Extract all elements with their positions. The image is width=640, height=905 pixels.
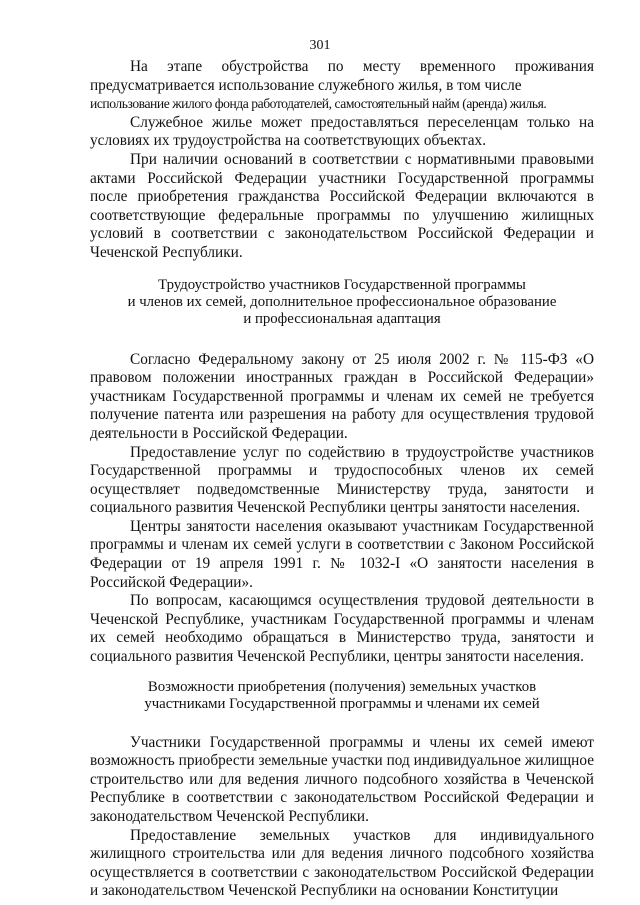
paragraph-land-provision: Предоставление земельных участков для индивидуального жилищного строительства или для ведения личного подсобного хозяйства осуществляется в соответствии с законодательством Российской Федерации и законодательством Чеченской Республики на основании Конституции	[90, 826, 594, 900]
heading-line: Возможности приобретения (получения) земельных участков	[147, 678, 537, 695]
heading-line: Трудоустройство участников Государственной программы	[158, 276, 526, 293]
page-number: 301	[309, 38, 331, 53]
heading-line: и профессиональная адаптация	[243, 310, 441, 327]
heading-line: и членов их семей, дополнительное профессиональное образование	[127, 293, 557, 310]
document-body	[90, 58, 594, 901]
section-heading-employment	[90, 277, 594, 328]
paragraph-housing-stage: На этапе обустройства по месту временного проживания предусматривается использование служебного жилья, в том числе	[90, 58, 594, 94]
section-heading-land-plots	[90, 679, 594, 713]
paragraph-employment-services: Предоставление услуг по содействию в трудоустройстве участников Государственной программы и трудоспособных членов их семей осуществляет подведомственные Министерству труда, занятости и социального развития Чеченской Республики центры занятости населения.	[90, 443, 594, 517]
heading-line: участниками Государственной программы и членами их семей	[144, 695, 540, 712]
paragraph-federal-programs: При наличии оснований в соответствии с нормативными правовыми актами Российской Федерации участники Государственной программы после приобретения гражданства Российской Федерации включаются в соответствующие федеральные программы по улучшению жилищных условий в соответствии с законодательством Российской Федерации и Чеченской Республики.	[90, 150, 594, 261]
paragraph-land-acquisition: Участники Государственной программы и члены их семей имеют возможность приобрести земельные участки под индивидуальное жилищное строительство или для ведения личного подсобного хозяйства в Чеченской Республике в соответствии с законодательством Российской Федерации и законодательством Чеченской Республики.	[90, 733, 594, 825]
paragraph-labor-questions: По вопросам, касающимся осуществления трудовой деятельности в Чеченской Республике, участникам Государственной программы и членам их семей необходимо обращаться в Министерство труда, занятости и социального развития Чеченской Республики, центры занятости населения.	[90, 592, 594, 666]
paragraph-employment-centers: Центры занятости населения оказывают участникам Государственной программы и членам их семей услуги в соответствии с Законом Российской Федерации от 19 апреля 1991 г. № 1032-I «О занятости населения в Российской Федерации».	[90, 517, 594, 591]
paragraph-housing-stage-continued: использование жилого фонда работодателей, самостоятельный найм (аренда) жилья.	[90, 96, 547, 112]
paragraph-service-housing: Служебное жилье может предоставляться переселенцам только на условиях их трудоустройства на соответствующих объектах.	[90, 113, 594, 150]
paragraph-federal-law: Согласно Федеральному закону от 25 июля 2002 г. № 115-ФЗ «О правовом положении иностранных граждан в Российской Федерации» участникам Государственной программы и членам их семей не требуется получение патента или разрешения на работу для осуществления трудовой деятельности в Российской Федерации.	[90, 350, 594, 442]
